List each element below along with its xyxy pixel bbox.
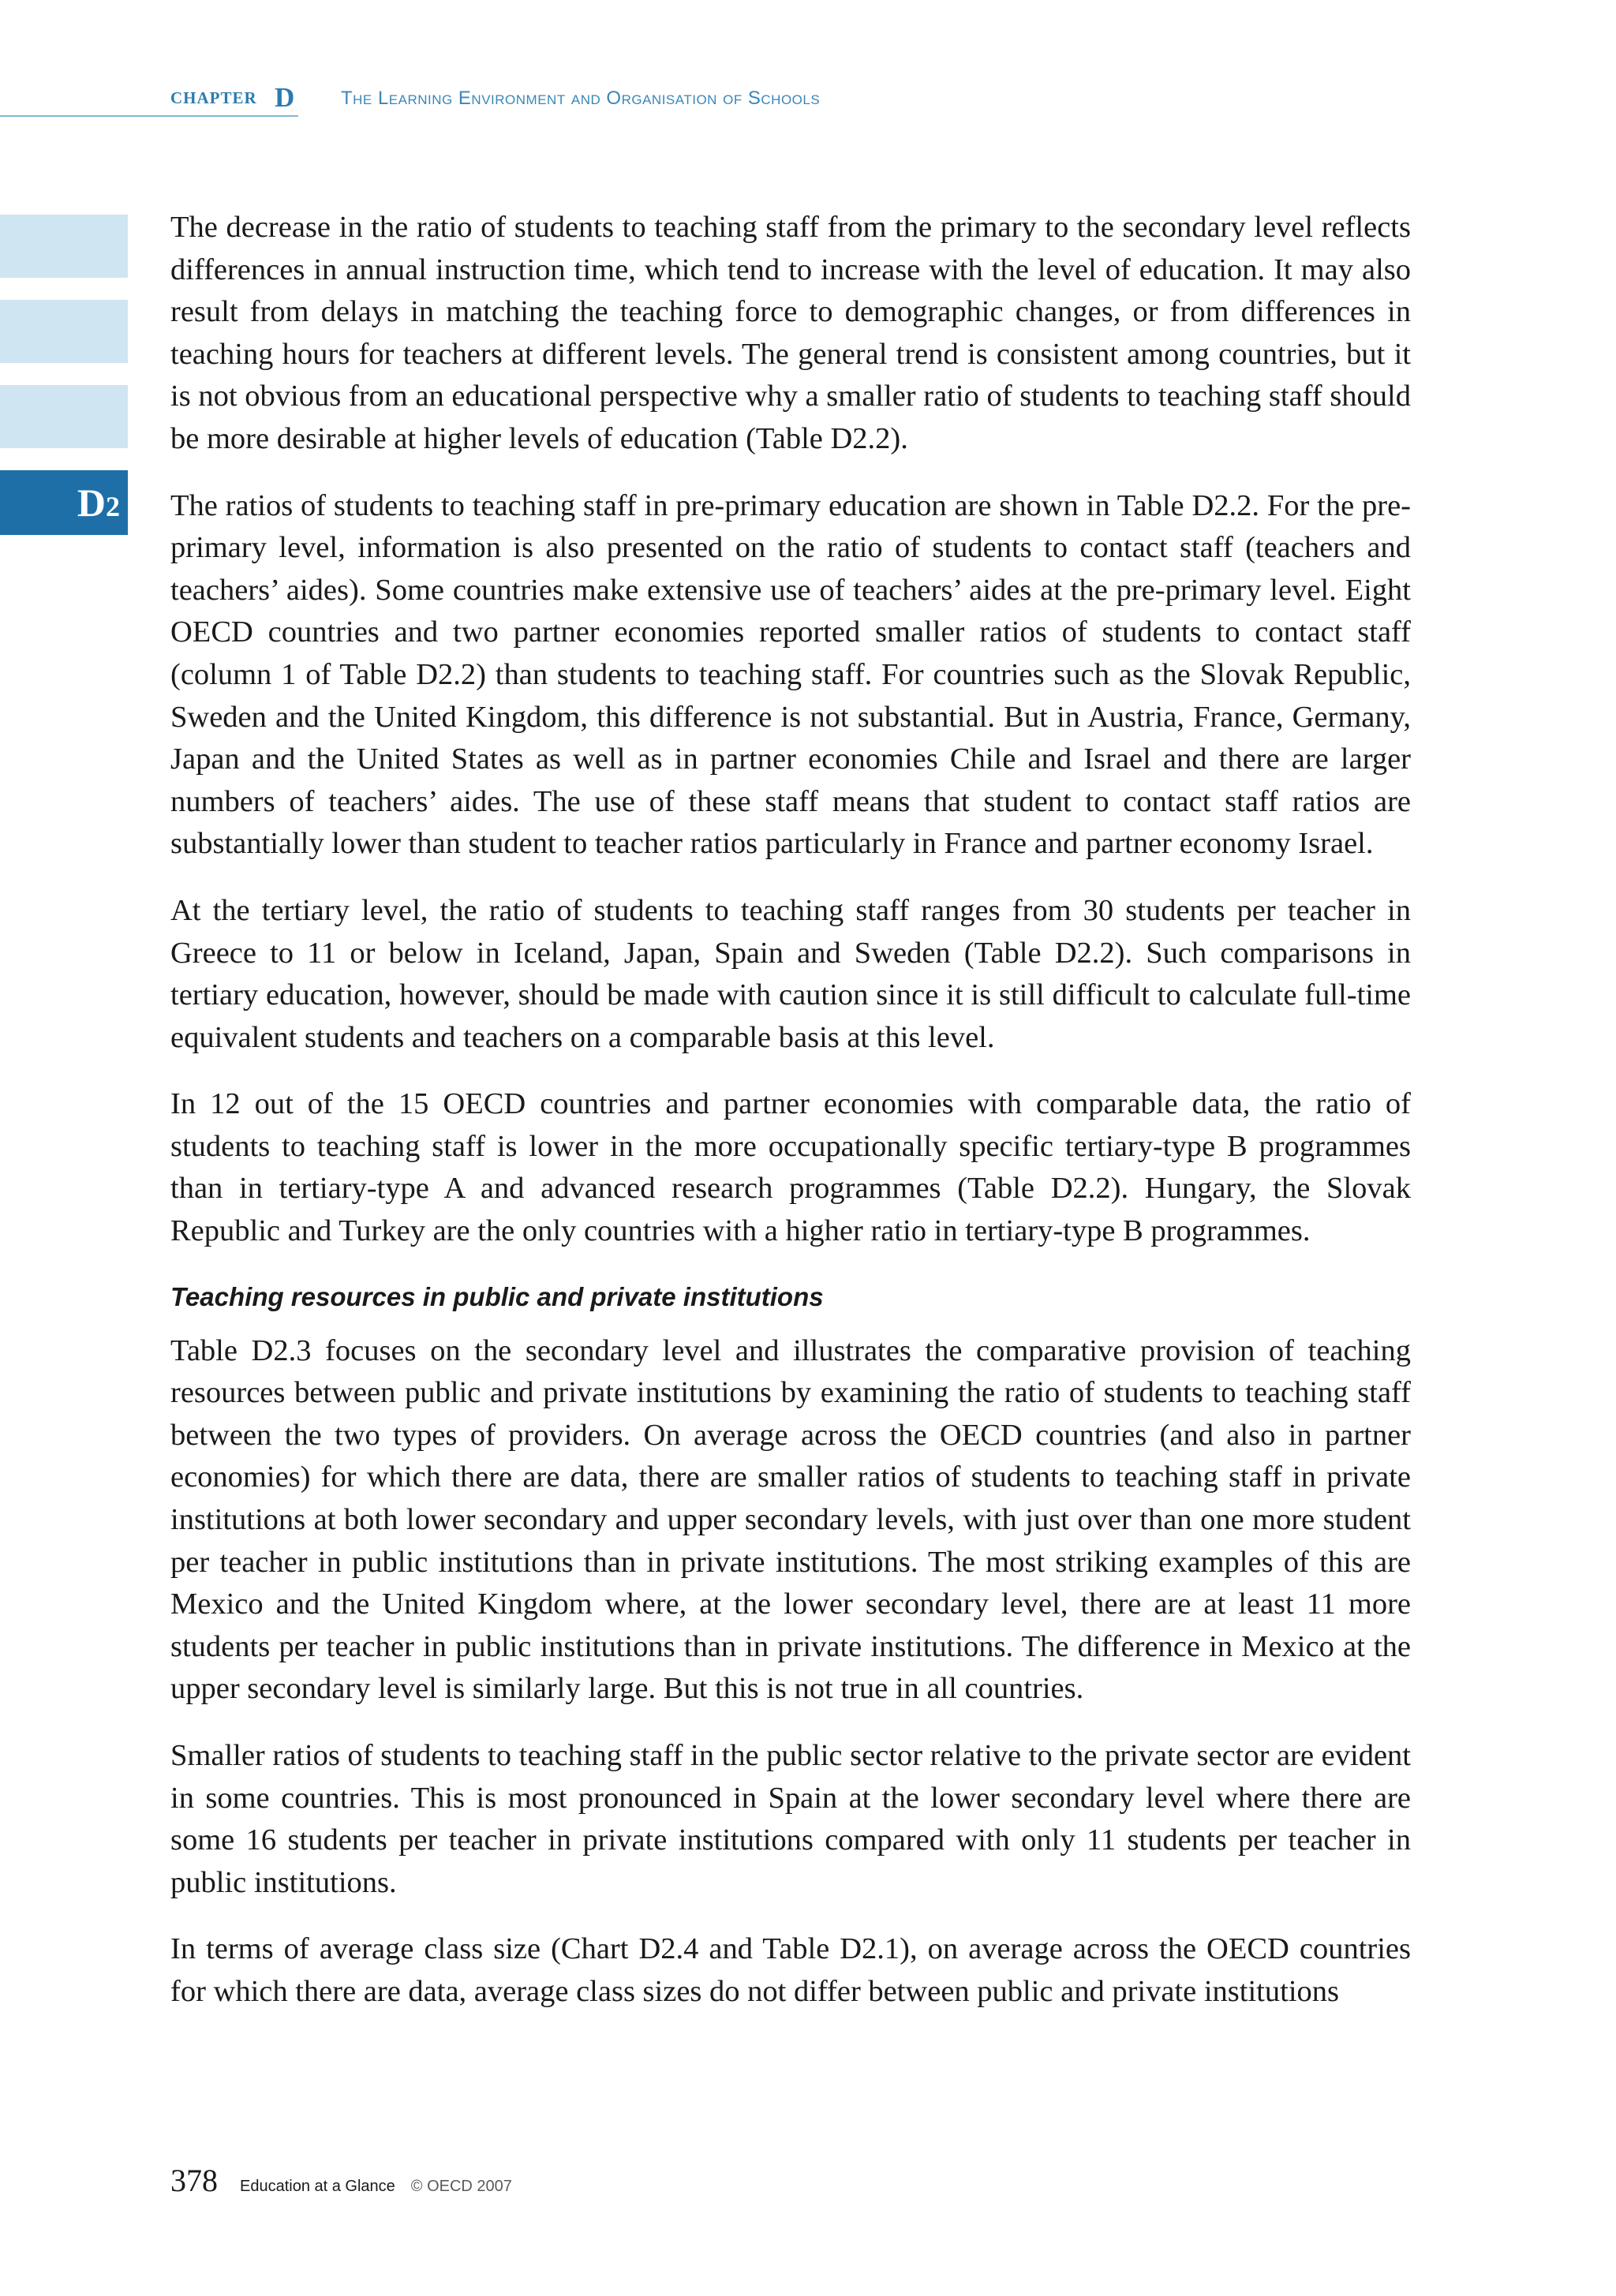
paragraph: In 12 out of the 15 OECD countries and partner economies with comparable data, the ratio of students to teaching staff is lower in the more occupationally specific tertiary-type B programmes than in tertiary-type A and advanced research programmes (Table D2.2). Hungary, the Slovak Republic and Turkey are the only countries with a higher ratio in tertiary-type B programmes. (170, 1087, 1411, 1248)
chapter-letter: D (275, 82, 295, 113)
paragraph: In terms of average class size (Chart D2.4 and Table D2.1), on average across the OECD countries for which there are data, average class sizes do not differ between public and private institutions (170, 1932, 1411, 2008)
chapter-title: The Learning Environment and Organisation of Schools (341, 88, 821, 109)
paragraph: The decrease in the ratio of students to teaching staff from the primary to the secondary level reflects differences in annual instruction time, which tend to increase with the level of education. It may also result from delays in matching the teaching force to demographic changes, or from differences in teaching hours for teachers at different levels. The general trend is consistent among countries, but it is not obvious from an educational perspective why a smaller ratio of students to teaching staff should be more desirable at higher levels of education (Table D2.2). (170, 211, 1411, 455)
page-number: 378 (170, 2163, 218, 2198)
section-tab (0, 470, 128, 535)
chapter-label (170, 85, 257, 109)
body-text (170, 207, 1411, 2038)
publication-title: Education at a Glance (240, 2178, 395, 2195)
paragraph: The ratios of students to teaching staff in pre-primary education are shown in Table D2.2. For the pre-primary level, information is also presented on the ratio of students to contact staff (teachers and teachers’ aides). Some countries make extensive use of teachers’ aides at the pre-primary level. Eight OECD countries and two partner economies reported smaller ratios of students to contact staff (column 1 of Table D2.2) than students to teaching staff. For countries such as the Slovak Republic, Sweden and the United Kingdom, this difference is not substantial. But in Austria, France, Germany, Japan and the United States as well as in partner economies Chile and Israel and there are larger numbers of teachers’ aides. The use of these staff means that student to contact staff ratios are substantially lower than student to teacher ratios particularly in France and partner economy Israel. (170, 488, 1411, 861)
copyright-notice: © OECD 2007 (410, 2178, 512, 2195)
chapter-word: CHAPTER (170, 88, 257, 107)
side-tab-decoration (0, 300, 128, 363)
paragraph: Smaller ratios of students to teaching staff in the public sector relative to the private sector are evident in some countries. This is most pronounced in Spain at the lower secondary level where there are some 16 students per teacher in private institutions compared with only 11 students per teacher in public institutions. (170, 1739, 1411, 1899)
header-rule (0, 115, 298, 117)
paragraph: At the tertiary level, the ratio of students to teaching staff ranges from 30 students per teacher in Greece to 11 or below in Iceland, Japan, Spain and Sweden (Table D2.2). Such comparisons in tertiary education, however, should be made with caution since it is still difficult to calculate full-time equivalent students and teachers on a comparable basis at this level. (170, 893, 1411, 1054)
side-tab-decoration (0, 215, 128, 278)
paragraph: Table D2.3 focuses on the secondary level and illustrates the comparative provision of teaching resources between public and private institutions by examining the ratio of students to teaching staff between the two types of providers. On average across the OECD countries (and also in partner economies) for which there are data, there are smaller ratios of students to teaching staff in private institutions at both lower secondary and upper secondary levels, with just over than one more student per teacher in public institutions than in private institutions. The most striking examples of this are Mexico and the United Kingdom where, at the lower secondary level, there are at least 11 more students per teacher in public institutions than in private institutions. The difference in Mexico at the upper secondary level is similarly large. But this is not true in all countries. (170, 1333, 1411, 1706)
section-subheading: Teaching resources in public and private institutions (170, 1281, 824, 1311)
section-letter: D (77, 481, 106, 525)
side-tab-decoration (0, 385, 128, 448)
section-number: 2 (106, 491, 120, 522)
page-footer (170, 2162, 512, 2199)
